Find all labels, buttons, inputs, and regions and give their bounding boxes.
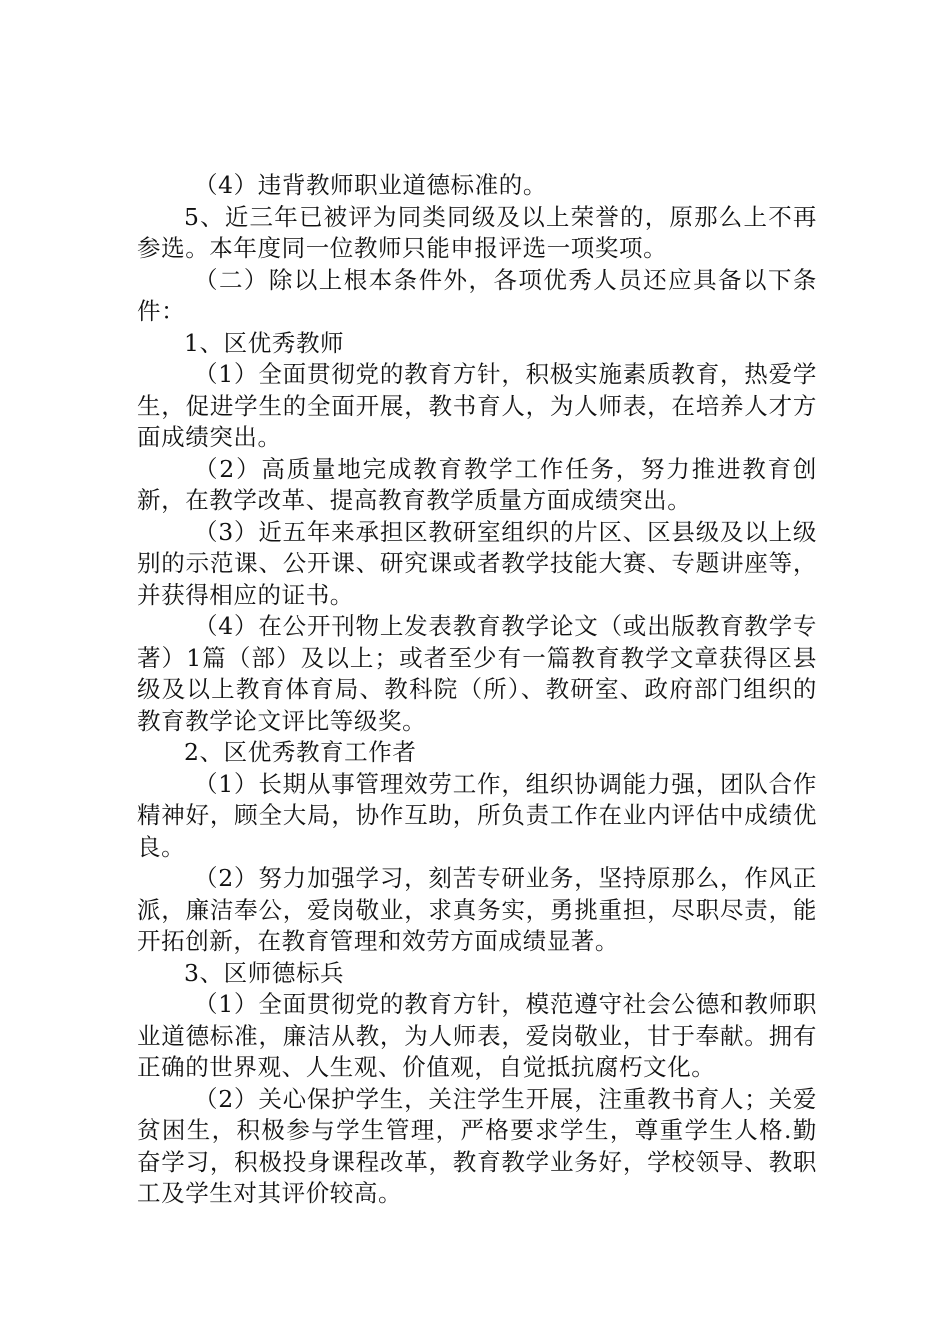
- paragraph-teacher-2: （2）高质量地完成教育教学工作任务，努力推进教育创新，在教学改革、提高教育教学质量方面成绩突出。: [137, 454, 817, 514]
- paragraph-teacher-3: （3）近五年来承担区教研室组织的片区、区县级及以上级别的示范课、公开课、研究课或者教学技能大赛、专题讲座等，并获得相应的证书。: [137, 517, 817, 609]
- heading-ethics-model: 3、区师德标兵: [184, 958, 345, 987]
- paragraph-teacher-1: （1）全面贯彻党的教育方针，积极实施素质教育，热爱学生，促进学生的全面开展，教书育人，为人师表，在培养人才方面成绩突出。: [137, 360, 817, 451]
- paragraph-worker-2: （2）努力加强学习，刻苦专研业务，坚持原那么，作风正派，廉洁奉公，爱岗敬业，求真务实，勇挑重担，尽职尽责，能开拓创新，在教育管理和效劳方面成绩显著。: [137, 864, 817, 955]
- paragraph-ethics-2: （2）关心保护学生，关注学生开展，注重教书育人；关爱贫困生，积极参与学生管理，严格要求学生，尊重学生人格.勤奋学习，积极投身课程改革，教育教学业务好，学校领导、教职工及学生对其评价较高。: [137, 1084, 817, 1207]
- paragraph-worker-1: （1）长期从事管理效劳工作，组织协调能力强，团队合作精神好，顾全大局，协作互助，所负责工作在业内评估中成绩优良。: [137, 769, 817, 861]
- heading-education-worker: 2、区优秀教育工作者: [184, 738, 417, 766]
- paragraph-violation-4: （4）违背教师职业道德标准的。: [194, 171, 547, 199]
- heading-excellent-teacher: 1、区优秀教师: [184, 328, 345, 357]
- paragraph-section-2: （二）除以上根本条件外，各项优秀人员还应具备以下条件：: [137, 265, 817, 325]
- paragraph-teacher-4: （4）在公开刊物上发表教育教学论文（或出版教育教学专著）1篇（部）及以上；或者至少有一篇教育教学文章获得区县级及以上教育体育局、教科院（所）、教研室、政府部门组织的教育教学论文评比等级奖。: [137, 612, 817, 735]
- document-body: [137, 170, 817, 1210]
- paragraph-item-5: 5、近三年已被评为同类同级及以上荣誉的，原那么上不再参选。本年度同一位教师只能申报评选一项奖项。: [137, 202, 817, 262]
- paragraph-ethics-1: （1）全面贯彻党的教育方针，模范遵守社会公德和教师职业道德标准，廉洁从教，为人师表，爱岗敬业，甘于奉献。拥有正确的世界观、人生观、价值观，自觉抵抗腐朽文化。: [137, 990, 817, 1081]
